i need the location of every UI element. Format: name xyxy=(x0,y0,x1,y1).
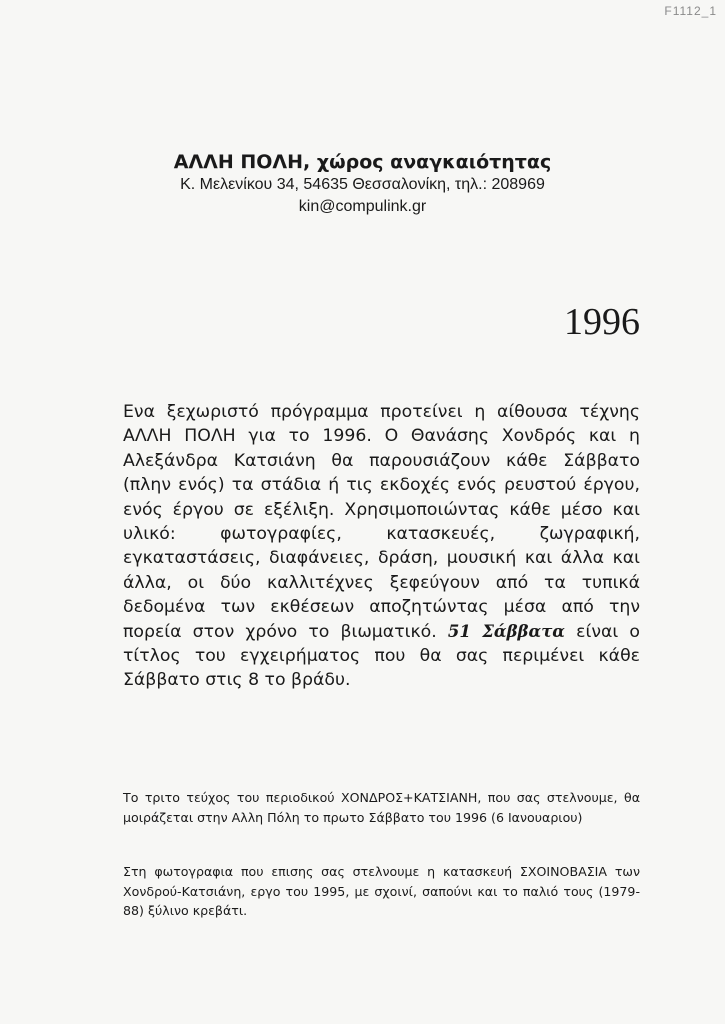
address: Κ. Μελενίκου 34, 54635 Θεσσαλονίκη, τηλ.: 208969 xyxy=(180,176,545,193)
project-title: 51 Σάββατα xyxy=(447,621,566,641)
organization-title: ΑΛΛΗ ΠΟΛΗ, χώρος αναγκαιότητας xyxy=(173,151,552,173)
paragraph-text-end: είναι ο τίτλος του εγχειρήματος που θα σας περιμένει κάθε Σάββατο στις 8 το βράδυ. xyxy=(123,621,640,691)
handwritten-annotation: F1112_1 xyxy=(664,4,717,18)
letterhead xyxy=(0,150,725,218)
email: kin@compulink.gr xyxy=(298,198,427,215)
year-heading: 1996 xyxy=(564,301,640,343)
note-magazine: Το τριτο τεύχος του περιοδικού ΧΟΝΔΡΟΣ+ΚΑΤΣΙΑΝΗ, που σας στελνουμε, θα μοιράζεται στην Αλλη Πόλη το πρωτο Σάββατο του 1996 (6 Ιανουαριου) xyxy=(123,790,640,825)
note-photograph: Στη φωτογραφια που επισης σας στελνουμε η κατασκευή ΣΧΟΙΝΟΒΑΣΙΑ των Χονδρού-Κατσιάνη, εργο του 1995, με σχοινί, σαπούνι και το παλιό τους (1979-88) ξύλινο κρεβάτι. xyxy=(123,864,640,918)
paragraph-text: Ενα ξεχωριστό πρόγραμμα προτείνει η αίθουσα τέχνης ΑΛΛΗ ΠΟΛΗ για το 1996. Ο Θανάσης Χονδρός και η Αλεξάνδρα Κατσιάνη θα παρουσιάζουν κάθε Σάββατο (πλην ενός) τα στάδια ή τις εκδοχές ενός ρευστού έργου, ενός έργου σε εξέλιξη. Χρησιμοποιώντας κάθε μέσο και υλικό: φωτογραφίες, κατασκευές, ζωγραφική, εγκαταστάσεις, διαφάνειες, δράση, μουσική και άλλα και άλλα, οι δύο καλλιτέχνες ξεφεύγουν από τα τυπικά δεδομένα των εκθέσεων αποζητώντας μέσα από την πορεία στον χρόνο το βιωματικό. xyxy=(123,402,640,642)
main-paragraph xyxy=(123,400,640,693)
